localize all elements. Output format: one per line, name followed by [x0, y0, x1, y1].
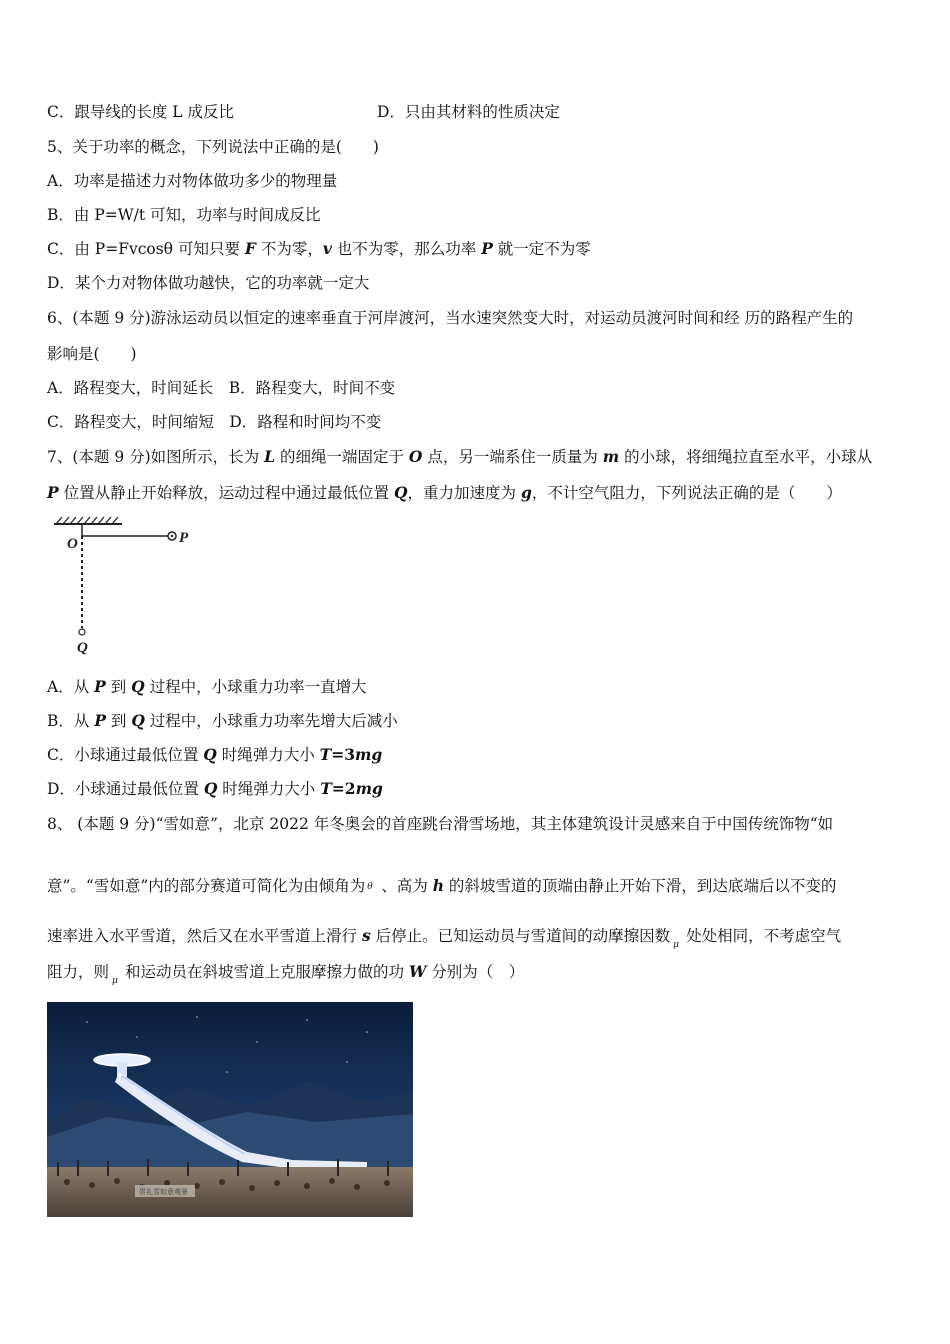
- q5-option-c: C．由 P=Fvcosθ 可知只要 F 不为零，v 也不为零，那么功率 P 就一定不为零: [47, 239, 591, 258]
- pendulum-figure: [50, 516, 200, 658]
- mu-symbol: μ: [673, 940, 679, 950]
- q7-option-b: B．从 P 到 Q 过程中，小球重力功率先增大后减小: [47, 711, 398, 730]
- q6-stem-line1: 6、(本题 9 分)游泳运动员以恒定的速率垂直于河岸渡河，当水速突然变大时，对运动员渡河时间和经 历的路程产生的: [47, 309, 854, 327]
- theta-symbol: θ: [367, 882, 373, 892]
- mu-symbol-2: μ: [112, 976, 118, 986]
- q5-option-b: B．由 P=W/t 可知，功率与时间成反比: [47, 206, 321, 224]
- label-p: P: [179, 530, 189, 546]
- q8-stem-line1: 8、 (本题 9 分)“雪如意”，北京 2022 年冬奥会的首座跳台滑雪场地，其主体建筑设计灵感来自于中国传统饰物“如: [47, 815, 834, 833]
- q6-stem-line2: 影响是( ): [47, 345, 137, 363]
- q4-option-d: D．只由其材料的性质决定: [377, 103, 560, 121]
- q4-option-c: C．跟导线的长度 L 成反比: [47, 103, 235, 121]
- q8-stem-line3: 速率进入水平雪道，然后又在水平雪道上滑行 s 后停止。已知运动员与雪道间的动摩擦因数 μ 处处相同，不考虑空气: [47, 926, 841, 946]
- q5-option-a: A．功率是描述力对物体做功多少的物理量: [47, 172, 338, 190]
- q7-option-c: C．小球通过最低位置 Q 时绳弹力大小 T=3mg: [47, 745, 383, 764]
- q7-option-d: D．小球通过最低位置 Q 时绳弹力大小 T=2mg: [47, 779, 383, 798]
- label-q: Q: [77, 640, 88, 656]
- photo-caption: 崇礼雪如意观景: [139, 1188, 188, 1196]
- q8-stem-line4: 阻力，则 μ 和运动员在斜坡雪道上克服摩擦力做的功 W 分别为（ ）: [47, 962, 524, 982]
- q6-options-ab: A．路程变大，时间延长 B．路程变大，时间不变: [47, 379, 396, 397]
- q5-stem: 5、关于功率的概念，下列说法中正确的是( ): [47, 138, 379, 156]
- q7-stem-line2: P 位置从静止开始释放，运动过程中通过最低位置 Q，重力加速度为 g，不计空气阻力，下列说法正确的是（ ）: [47, 483, 842, 502]
- q7-option-a: A．从 P 到 Q 过程中，小球重力功率一直增大: [47, 677, 367, 696]
- q7-stem-line1: 7、(本题 9 分)如图所示，长为 L 的细绳一端固定于 O 点，另一端系住一质量为 m 的小球，将细绳拉直至水平，小球从: [47, 447, 873, 466]
- ski-jump-photo: [47, 1002, 413, 1217]
- q8-stem-line2: 意”。“雪如意”内的部分赛道可简化为由倾角为 θ 、高为 h 的斜坡雪道的顶端由静止开始下滑，到达底端后以不变的: [47, 876, 837, 895]
- q5-option-d: D．某个力对物体做功越快，它的功率就一定大: [47, 274, 370, 292]
- q6-options-cd: C．路程变大，时间缩短 D．路程和时间均不变: [47, 413, 382, 431]
- label-o: O: [67, 536, 78, 552]
